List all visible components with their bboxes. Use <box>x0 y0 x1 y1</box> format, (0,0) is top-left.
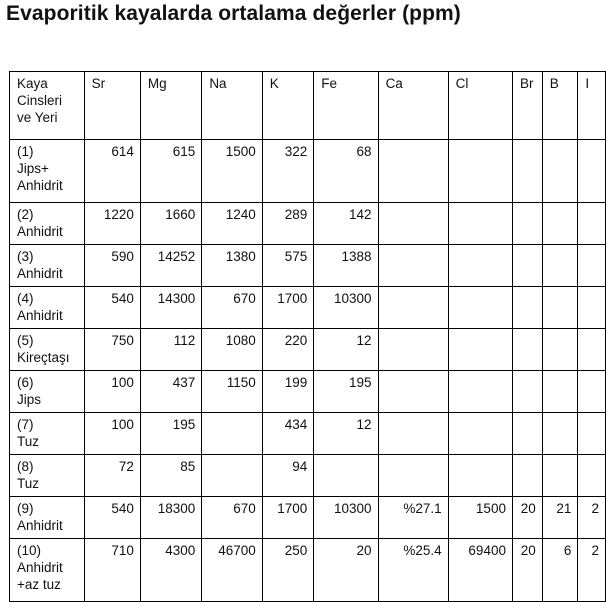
page-title: Evaporitik kayalarda ortalama değerler (ppm) <box>6 2 461 25</box>
value-cell-sr: 540 <box>84 497 140 539</box>
value-cell-cl <box>448 371 512 413</box>
value-cell-b <box>542 329 578 371</box>
value-cell-ca <box>378 413 448 455</box>
value-cell-ca <box>378 140 448 203</box>
value-cell-b <box>542 413 578 455</box>
value-cell-k: 220 <box>262 329 314 371</box>
value-cell-mg: 437 <box>140 371 201 413</box>
value-cell-ca <box>378 287 448 329</box>
value-cell-fe: 68 <box>314 140 378 203</box>
value-cell-na <box>202 455 262 497</box>
value-cell-br <box>512 203 542 245</box>
value-cell-fe: 195 <box>314 371 378 413</box>
rock-type-cell: (3) Anhidrit <box>10 245 85 287</box>
rock-type-cell: (8) Tuz <box>10 455 85 497</box>
value-cell-cl <box>448 329 512 371</box>
value-cell-mg: 85 <box>140 455 201 497</box>
value-cell-sr: 710 <box>84 539 140 602</box>
value-cell-br: 20 <box>512 497 542 539</box>
value-cell-i: 2 <box>578 539 606 602</box>
value-cell-na: 1150 <box>202 371 262 413</box>
column-header-rock-type: Kaya Cinsleri ve Yeri <box>10 72 85 140</box>
column-header-k: K <box>262 72 314 140</box>
value-cell-na: 1080 <box>202 329 262 371</box>
rock-type-cell: (2) Anhidrit <box>10 203 85 245</box>
value-cell-sr: 72 <box>84 455 140 497</box>
value-cell-k: 322 <box>262 140 314 203</box>
value-cell-br <box>512 245 542 287</box>
value-cell-k: 199 <box>262 371 314 413</box>
value-cell-mg: 4300 <box>140 539 201 602</box>
column-header-cl: Cl <box>448 72 512 140</box>
value-cell-mg: 615 <box>140 140 201 203</box>
value-cell-fe <box>314 455 378 497</box>
value-cell-k: 575 <box>262 245 314 287</box>
column-header-b: B <box>542 72 578 140</box>
value-cell-cl: 69400 <box>448 539 512 602</box>
value-cell-fe: 12 <box>314 329 378 371</box>
value-cell-cl <box>448 245 512 287</box>
value-cell-cl: 1500 <box>448 497 512 539</box>
value-cell-b <box>542 287 578 329</box>
table-row <box>10 497 606 539</box>
value-cell-ca <box>378 203 448 245</box>
rock-type-cell: (10) Anhidrit +az tuz <box>10 539 85 602</box>
table-header-row <box>10 72 606 140</box>
value-cell-sr: 750 <box>84 329 140 371</box>
value-cell-cl <box>448 413 512 455</box>
value-cell-mg: 14300 <box>140 287 201 329</box>
rock-type-cell: (7) Tuz <box>10 413 85 455</box>
table-row <box>10 371 606 413</box>
column-header-sr: Sr <box>84 72 140 140</box>
table-row <box>10 329 606 371</box>
value-cell-na: 670 <box>202 287 262 329</box>
value-cell-i <box>578 140 606 203</box>
value-cell-na: 670 <box>202 497 262 539</box>
column-header-i: I <box>578 72 606 140</box>
value-cell-sr: 614 <box>84 140 140 203</box>
table-row <box>10 245 606 287</box>
column-header-mg: Mg <box>140 72 201 140</box>
value-cell-k: 434 <box>262 413 314 455</box>
column-header-fe: Fe <box>314 72 378 140</box>
value-cell-ca: %25.4 <box>378 539 448 602</box>
value-cell-i <box>578 245 606 287</box>
value-cell-b <box>542 140 578 203</box>
rock-type-cell: (1) Jips+ Anhidrit <box>10 140 85 203</box>
value-cell-mg: 14252 <box>140 245 201 287</box>
value-cell-b <box>542 203 578 245</box>
value-cell-fe: 1388 <box>314 245 378 287</box>
value-cell-k: 250 <box>262 539 314 602</box>
value-cell-br: 20 <box>512 539 542 602</box>
table-row <box>10 140 606 203</box>
value-cell-mg: 18300 <box>140 497 201 539</box>
value-cell-sr: 100 <box>84 413 140 455</box>
value-cell-sr: 540 <box>84 287 140 329</box>
rock-type-cell: (5) Kireçtaşı <box>10 329 85 371</box>
column-header-br: Br <box>512 72 542 140</box>
value-cell-br <box>512 455 542 497</box>
value-cell-k: 289 <box>262 203 314 245</box>
value-cell-ca <box>378 371 448 413</box>
column-header-na: Na <box>202 72 262 140</box>
value-cell-mg: 1660 <box>140 203 201 245</box>
value-cell-mg: 112 <box>140 329 201 371</box>
value-cell-sr: 590 <box>84 245 140 287</box>
value-cell-br <box>512 413 542 455</box>
value-cell-i <box>578 329 606 371</box>
value-cell-mg: 195 <box>140 413 201 455</box>
value-cell-k: 1700 <box>262 287 314 329</box>
value-cell-ca: %27.1 <box>378 497 448 539</box>
value-cell-i: 2 <box>578 497 606 539</box>
value-cell-fe: 20 <box>314 539 378 602</box>
value-cell-cl <box>448 455 512 497</box>
value-cell-fe: 10300 <box>314 287 378 329</box>
table-row <box>10 539 606 602</box>
value-cell-i <box>578 203 606 245</box>
value-cell-ca <box>378 245 448 287</box>
value-cell-b <box>542 371 578 413</box>
table-row <box>10 455 606 497</box>
value-cell-sr: 100 <box>84 371 140 413</box>
value-cell-b: 21 <box>542 497 578 539</box>
value-cell-na: 1380 <box>202 245 262 287</box>
value-cell-k: 1700 <box>262 497 314 539</box>
value-cell-i <box>578 413 606 455</box>
value-cell-br <box>512 140 542 203</box>
value-cell-na: 1240 <box>202 203 262 245</box>
value-cell-i <box>578 287 606 329</box>
column-header-ca: Ca <box>378 72 448 140</box>
evaporite-values-table <box>9 71 606 602</box>
table-row <box>10 203 606 245</box>
value-cell-ca <box>378 329 448 371</box>
value-cell-sr: 1220 <box>84 203 140 245</box>
table-row <box>10 287 606 329</box>
value-cell-fe: 12 <box>314 413 378 455</box>
value-cell-na <box>202 413 262 455</box>
value-cell-na: 1500 <box>202 140 262 203</box>
value-cell-cl <box>448 140 512 203</box>
value-cell-k: 94 <box>262 455 314 497</box>
value-cell-b <box>542 455 578 497</box>
value-cell-i <box>578 455 606 497</box>
value-cell-ca <box>378 455 448 497</box>
rock-type-cell: (4) Anhidrit <box>10 287 85 329</box>
value-cell-b <box>542 245 578 287</box>
table-row <box>10 413 606 455</box>
value-cell-cl <box>448 287 512 329</box>
value-cell-cl <box>448 203 512 245</box>
value-cell-b: 6 <box>542 539 578 602</box>
value-cell-i <box>578 371 606 413</box>
rock-type-cell: (9) Anhidrit <box>10 497 85 539</box>
value-cell-br <box>512 371 542 413</box>
value-cell-br <box>512 329 542 371</box>
value-cell-fe: 10300 <box>314 497 378 539</box>
value-cell-fe: 142 <box>314 203 378 245</box>
rock-type-cell: (6) Jips <box>10 371 85 413</box>
value-cell-br <box>512 287 542 329</box>
value-cell-na: 46700 <box>202 539 262 602</box>
